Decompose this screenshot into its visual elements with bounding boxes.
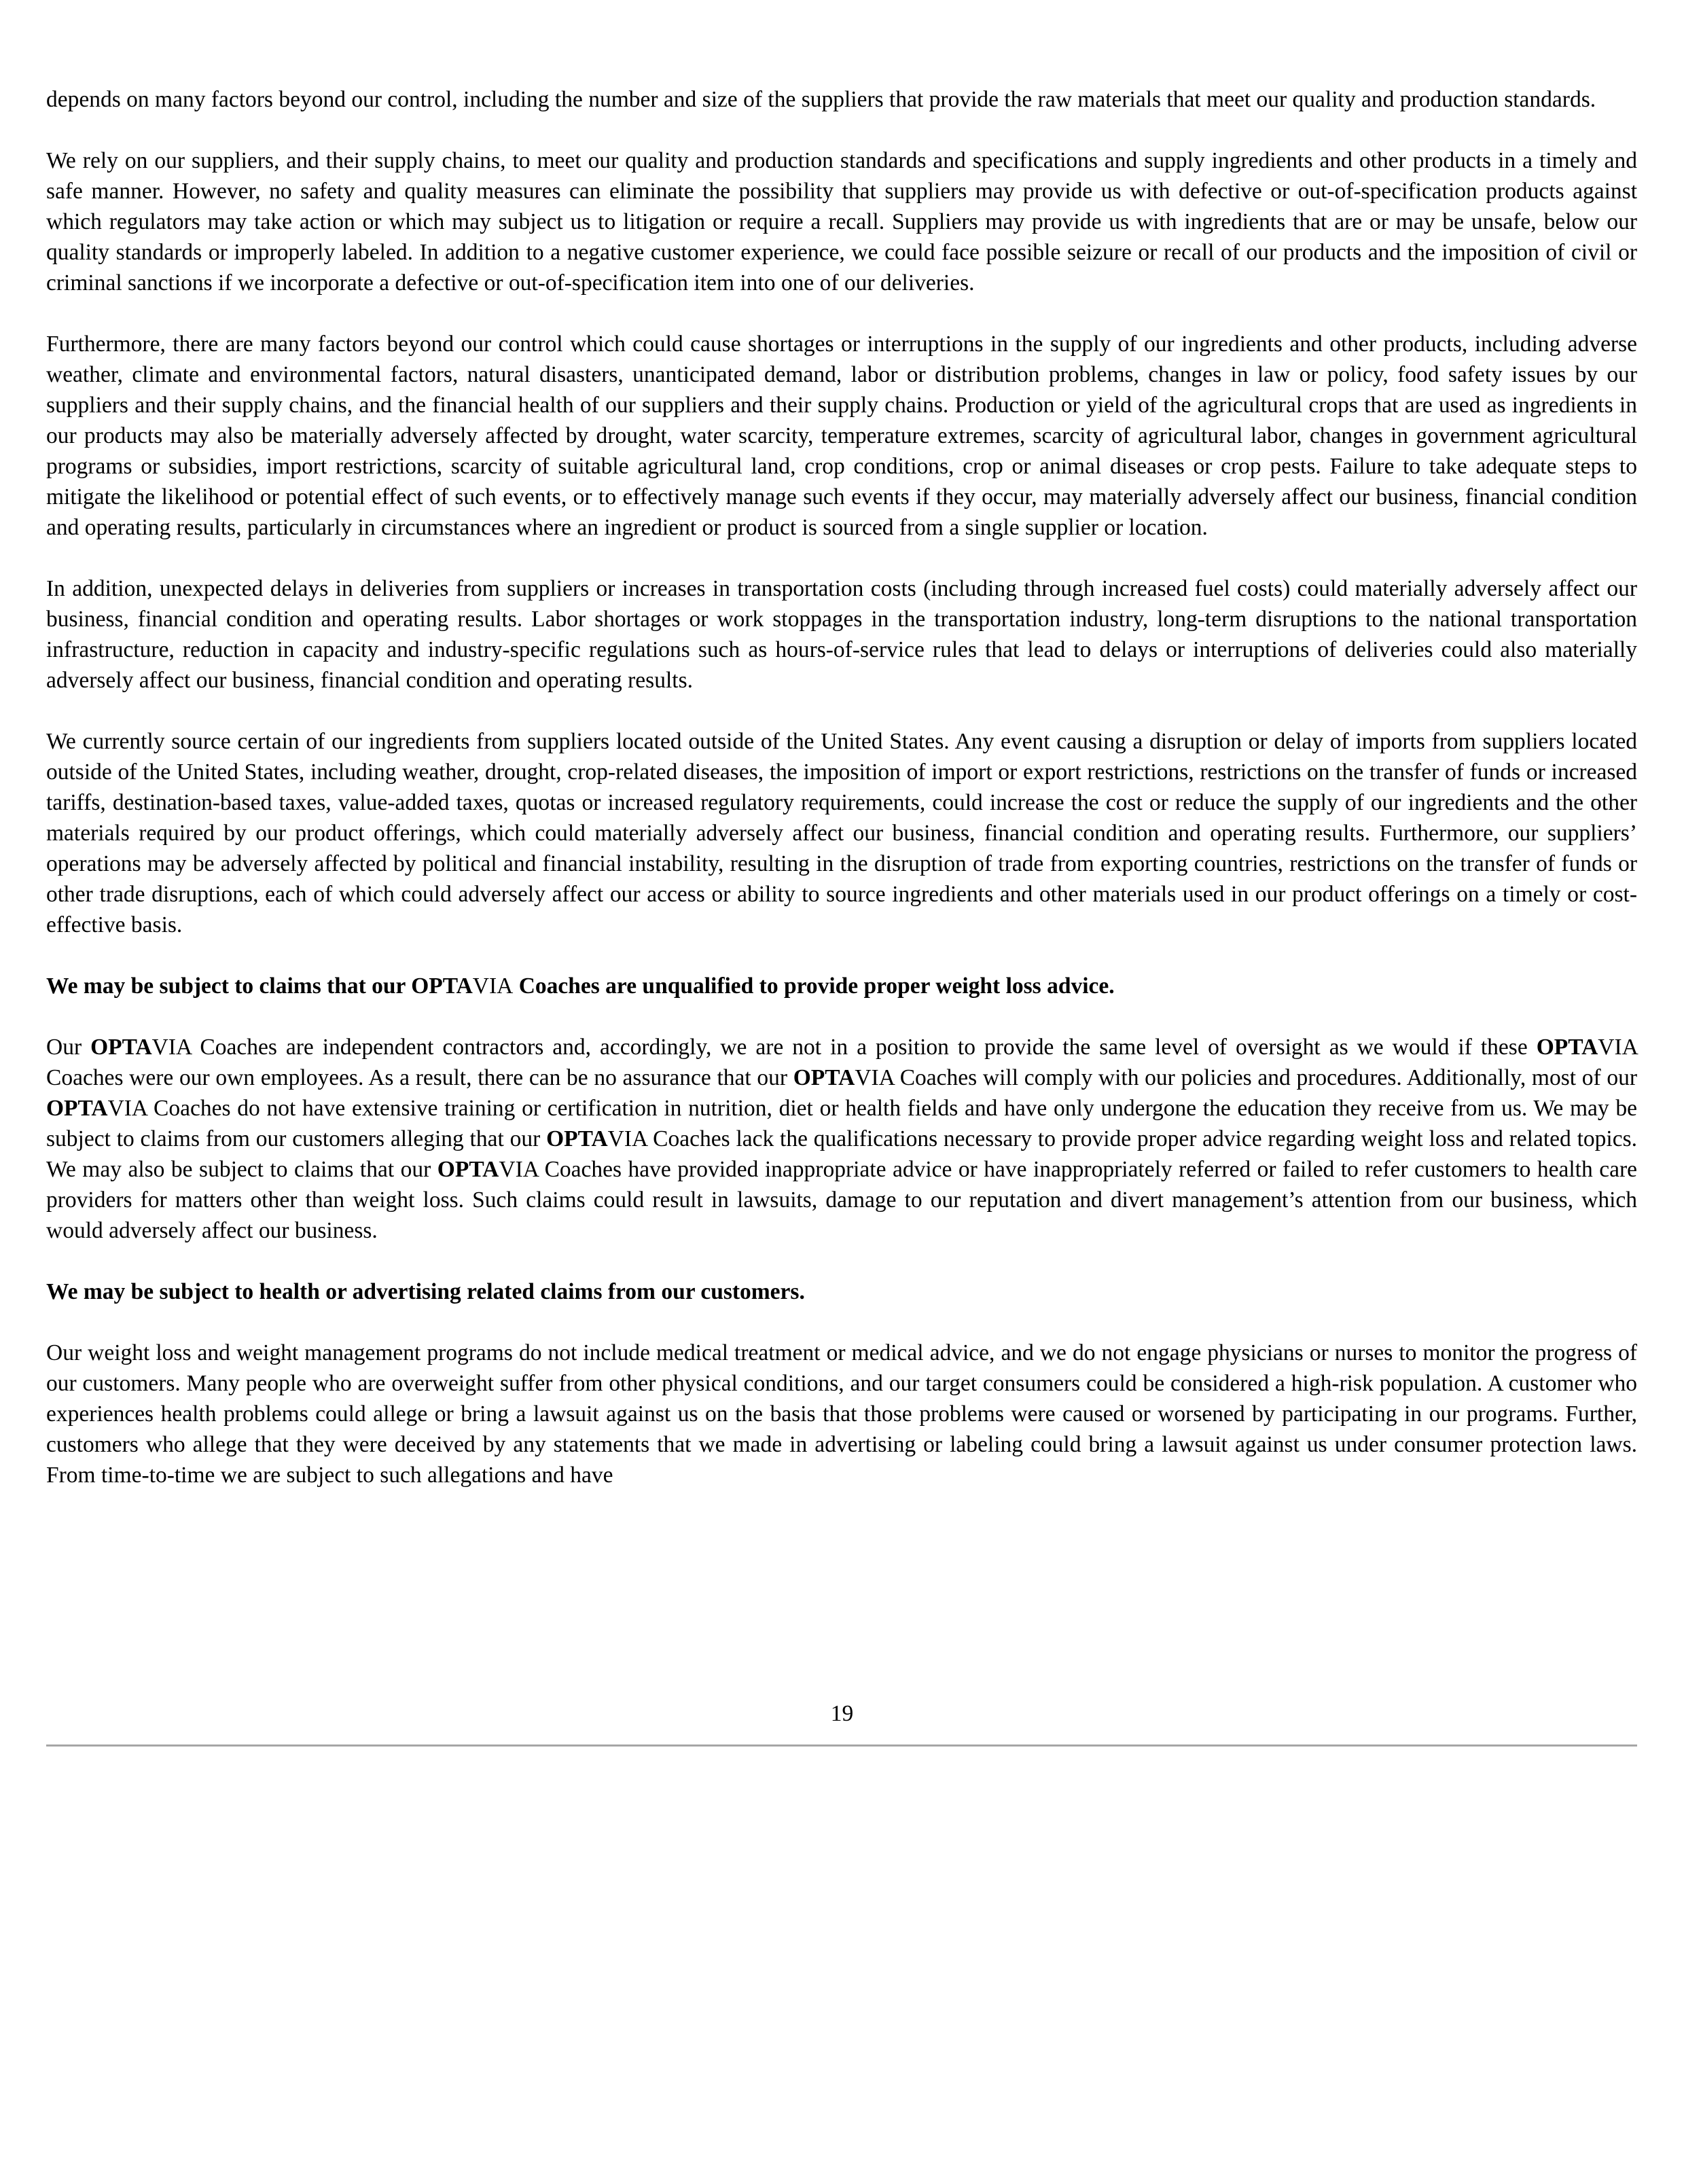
paragraph-foreign-suppliers: We currently source certain of our ingredients from suppliers located outside of the United States. Any event causing a disruption or delay of imports from suppliers located outside of the United States, including weather, drought, crop-related diseases, the imposition of import or export restrictions, restrictions on the transfer of funds or increased tariffs, destination-based taxes, value-added taxes, quotas or increased regulatory requirements, could increase the cost or reduce the supply of our ingredients and the other materials required by our product offerings, which could materially adversely affect our business, financial condition and operating results. Furthermore, our suppliers’ operations may be adversely affected by political and financial instability, resulting in the disruption of trade from exporting countries, restrictions on the transfer of funds or other trade disruptions, each of which could adversely affect our access or ability to source ingredients and other materials used in our product offerings on a timely or cost-effective basis. bbox=[46, 729, 1637, 937]
brand-name-regular: VIA bbox=[607, 1126, 647, 1151]
paragraph-text: Coaches were our own employees. As a result, there can be no assurance that our bbox=[46, 1065, 793, 1090]
paragraph-coaches bbox=[46, 1032, 1637, 1246]
paragraph-health-claims: Our weight loss and weight management programs do not include medical treatment or medical advice, and we do not engage physicians or nurses to monitor the progress of our customers. Many people who are overweight suffer from other physical conditions, and our target consumers could be considered a high-risk population. A customer who experiences health problems could allege or bring a lawsuit against us on the basis that those problems were caused or worsened by participating in our programs. Further, customers who allege that they were deceived by any statements that we made in advertising or labeling could bring a lawsuit against us under consumer protection laws. From time-to-time we are subject to such allegations and have bbox=[46, 1340, 1637, 1488]
paragraph-text: Coaches have provided inappropriate advice or have inappropriately referred or failed to refer customers to health care providers for matters other than weight loss. Such claims could result in lawsuits, damage to our reputation and divert management’s attention from our business, which would adversely affect our business. bbox=[46, 1157, 1637, 1243]
paragraph-text: Coaches will comply with our policies and procedures. Additionally, most of our bbox=[894, 1065, 1637, 1090]
paragraph-supplier-quality: We rely on our suppliers, and their supply chains, to meet our quality and production standards and specifications and supply ingredients and other products in a timely and safe manner. However, no safety and quality measures can eliminate the possibility that suppliers may provide us with defective or out-of-specification products against which regulators may take action or which may subject us to litigation or require a recall. Suppliers may provide us with ingredients that are or may be unsafe, below our quality standards or improperly labeled. In addition to a negative customer experience, we could face possible seizure or recall of our products and the imposition of civil or criminal sanctions if we incorporate a defective or out-of-specification item into one of our deliveries. bbox=[46, 148, 1637, 296]
paragraph-supply-interruptions: Furthermore, there are many factors beyond our control which could cause shortages or interruptions in the supply of our ingredients and other products, including adverse weather, climate and environmental factors, natural disasters, unanticipated demand, labor or distribution problems, changes in law or policy, food safety issues by our suppliers and their supply chains, and the financial health of our suppliers and their supply chains. Production or yield of the agricultural crops that are used as ingredients in our products may also be materially adversely affected by drought, water scarcity, temperature extremes, scarcity of agricultural labor, changes in government agricultural programs or subsidies, import restrictions, scarcity of suitable agricultural land, crop conditions, crop or animal diseases or crop pests. Failure to take adequate steps to mitigate the likelihood or potential effect of such events, or to effectively manage such events if they occur, may materially adversely affect our business, financial condition and operating results, particularly in circumstances where an ingredient or product is sourced from a single supplier or location. bbox=[46, 332, 1637, 540]
brand-name-regular: VIA bbox=[855, 1065, 895, 1090]
brand-name-bold: OPTA bbox=[1536, 1035, 1598, 1060]
page-divider bbox=[46, 1744, 1637, 1747]
brand-name-bold: OPTA bbox=[437, 1157, 499, 1182]
brand-name-bold: OPTA bbox=[411, 973, 473, 999]
page-number: 19 bbox=[830, 1701, 854, 1726]
heading-text: Coaches are unqualified to provide proper weight loss advice. bbox=[513, 973, 1115, 999]
brand-name-bold: OPTA bbox=[46, 1096, 108, 1121]
paragraph-text: Our bbox=[46, 1035, 91, 1060]
heading-text: We may be subject to claims that our bbox=[46, 973, 412, 999]
paragraph-supplier-factors: depends on many factors beyond our control, including the number and size of the suppliers that provide the raw materials that meet our quality and production standards. bbox=[46, 87, 1596, 112]
heading-coaches-claims bbox=[46, 971, 1637, 1001]
brand-name-bold: OPTA bbox=[793, 1065, 855, 1090]
brand-name-regular: VIA bbox=[107, 1096, 147, 1121]
paragraph-text: Coaches do not have extensive training or certification in nutrition, diet or health fields and have only undergone the education they receive from us. We may be subject to claims from our customers alleging that our bbox=[46, 1096, 1637, 1151]
paragraph-delivery-delays: In addition, unexpected delays in deliveries from suppliers or increases in transportation costs (including through increased fuel costs) could materially adversely affect our business, financial condition and operating results. Labor shortages or work stoppages in the transportation industry, long-term disruptions to the national transportation infrastructure, reduction in capacity and industry-specific regulations such as hours-of-service rules that lead to delays or interruptions of deliveries could also materially adversely affect our business, financial condition and operating results. bbox=[46, 576, 1637, 693]
brand-name-regular: VIA bbox=[151, 1035, 192, 1060]
brand-name-regular: VIA bbox=[472, 973, 514, 999]
heading-health-claims: We may be subject to health or advertising related claims from our customers. bbox=[46, 1279, 805, 1304]
paragraph-text: Coaches are independent contractors and, accordingly, we are not in a position to provide the same level of oversight as we would if these bbox=[191, 1035, 1537, 1060]
document-body bbox=[46, 84, 1637, 1521]
brand-name-bold: OPTA bbox=[546, 1126, 608, 1151]
brand-name-bold: OPTA bbox=[90, 1035, 152, 1060]
brand-name-regular: VIA bbox=[1598, 1035, 1637, 1060]
brand-name-regular: VIA bbox=[499, 1157, 539, 1182]
paragraph-text: Coaches lack the qualifications necessary to provide proper advice regarding weight loss and related topics. We may also be subject to claims that our bbox=[46, 1126, 1637, 1182]
